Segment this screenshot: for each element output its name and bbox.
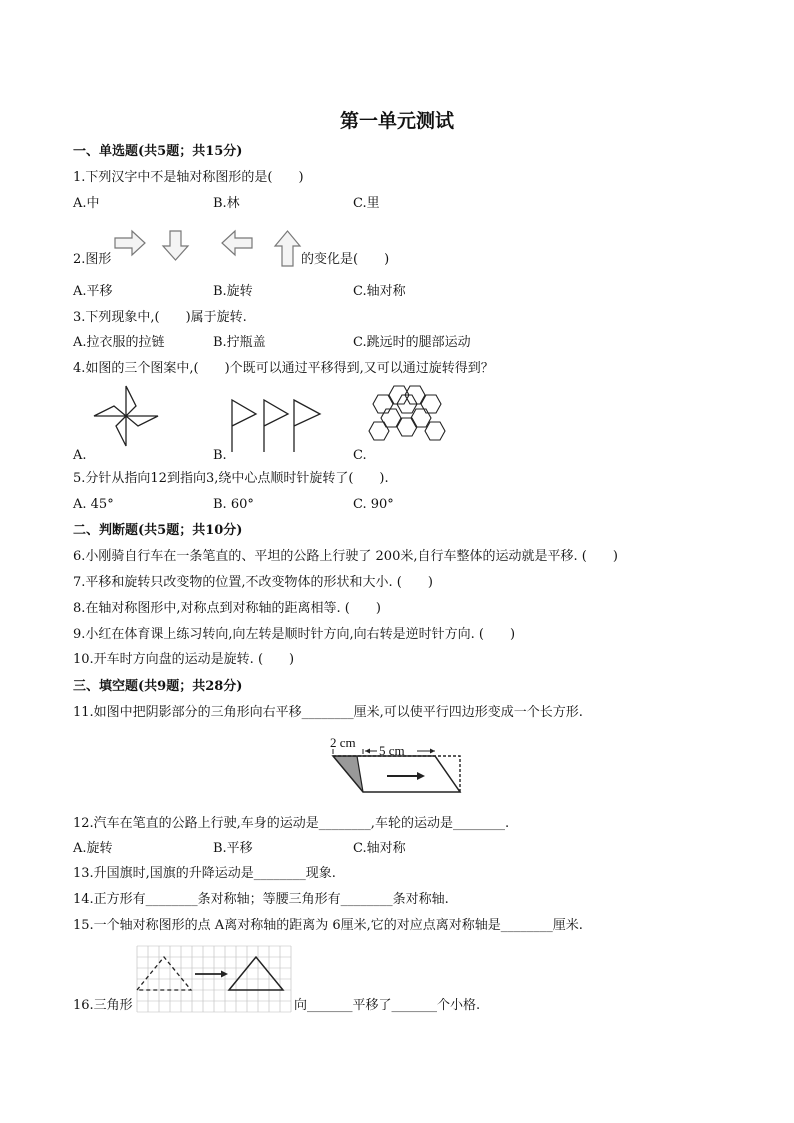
- question-1: 1.下列汉字中不是轴对称图形的是( ): [73, 170, 304, 185]
- q12-option-b: B.平移: [213, 841, 253, 856]
- section-heading-true-false: 二、判断题(共5题；共10分): [73, 523, 243, 538]
- question-8: 8.在轴对称图形中,对称点到对称轴的距离相等. ( ): [73, 601, 381, 616]
- q5-option-b: B. 60°: [213, 497, 254, 512]
- q1-option-b: B.林: [213, 196, 240, 211]
- q12-option-a: A.旋转: [73, 841, 113, 856]
- arrow-down-shape: [163, 231, 188, 260]
- question-9: 9.小红在体育课上练习转向,向左转是顺时针方向,向右转是逆时针方向. ( ): [73, 627, 516, 642]
- page-title: 第一单元测试: [339, 110, 454, 132]
- section-heading-single-choice: 一、单选题(共5题；共15分): [73, 144, 243, 159]
- q12-option-c: C.轴对称: [353, 841, 406, 856]
- q3-option-b: B.拧瓶盖: [213, 335, 266, 350]
- question-16-prefix: 16.三角形: [73, 998, 133, 1013]
- q5-option-c: C. 90°: [353, 497, 394, 512]
- question-13: 13.升国旗时,国旗的升降运动是________现象.: [73, 866, 336, 881]
- question-7: 7.平移和旋转只改变物的位置,不改变物体的形状和大小. ( ): [73, 575, 433, 590]
- q2-option-a: A.平移: [73, 284, 113, 299]
- original-triangle: [137, 957, 191, 990]
- question-15: 15.一个轴对称图形的点 A离对称轴的距离为 6厘米,它的对应点离对称轴是________厘米.: [73, 918, 583, 933]
- q4-option-a: A.: [73, 448, 87, 463]
- q1-option-c: C.里: [353, 196, 380, 211]
- q4-option-b: B.: [213, 448, 227, 463]
- question-10: 10.开车时方向盘的运动是旋转. ( ): [73, 652, 295, 667]
- question-2-suffix: 的变化是( ): [301, 252, 390, 267]
- triangle-grid-figure: [137, 946, 293, 1016]
- question-16-suffix: 向_______平移了_______个小格.: [294, 998, 481, 1013]
- question-2-prefix: 2.图形: [73, 252, 112, 267]
- section-heading-fill-in: 三、填空题(共9题；共28分): [73, 679, 243, 694]
- arrow-up-shape: [275, 231, 300, 266]
- question-12: 12.汽车在笔直的公路上行驶,车身的运动是________,车轮的运动是________.: [73, 816, 510, 831]
- question-11: 11.如图中把阴影部分的三角形向右平移________厘米,可以使平行四边形变成一个长方形.: [73, 705, 583, 720]
- q4-option-c: C.: [353, 448, 367, 463]
- q3-option-a: A.拉衣服的拉链: [73, 335, 165, 350]
- question-6: 6.小刚骑自行车在一条笔直的、平坦的公路上行驶了 200米,自行车整体的运动就是平移. ( ): [73, 549, 618, 564]
- pinwheel-figure: [90, 384, 162, 448]
- arrow-left-shape: [222, 231, 252, 255]
- q1-option-a: A.中: [73, 196, 100, 211]
- q5-option-a: A. 45°: [73, 497, 114, 512]
- parallelogram-figure: [325, 734, 465, 798]
- label-2cm: 2 cm: [330, 735, 356, 750]
- q2-option-b: B.旋转: [213, 284, 253, 299]
- q2-option-c: C.轴对称: [353, 284, 406, 299]
- question-4: 4.如图的三个图案中,( )个既可以通过平移得到,又可以通过旋转得到？: [73, 361, 494, 376]
- question-5: 5.分针从指向12到指向3,绕中心点顺时针旋转了( ).: [73, 471, 389, 486]
- arrow-shapes-figure: [112, 226, 302, 268]
- q3-option-c: C.跳远时的腿部运动: [353, 335, 471, 350]
- question-3: 3.下列现象中,( )属于旋转.: [73, 310, 247, 325]
- flags-figure: [228, 396, 324, 452]
- moved-triangle: [229, 957, 283, 990]
- hexagons-figure: [368, 384, 446, 448]
- arrow-right-shape: [115, 231, 145, 255]
- label-5cm: 5 cm: [379, 743, 405, 758]
- question-14: 14.正方形有________条对称轴；等腰三角形有________条对称轴.: [73, 892, 449, 907]
